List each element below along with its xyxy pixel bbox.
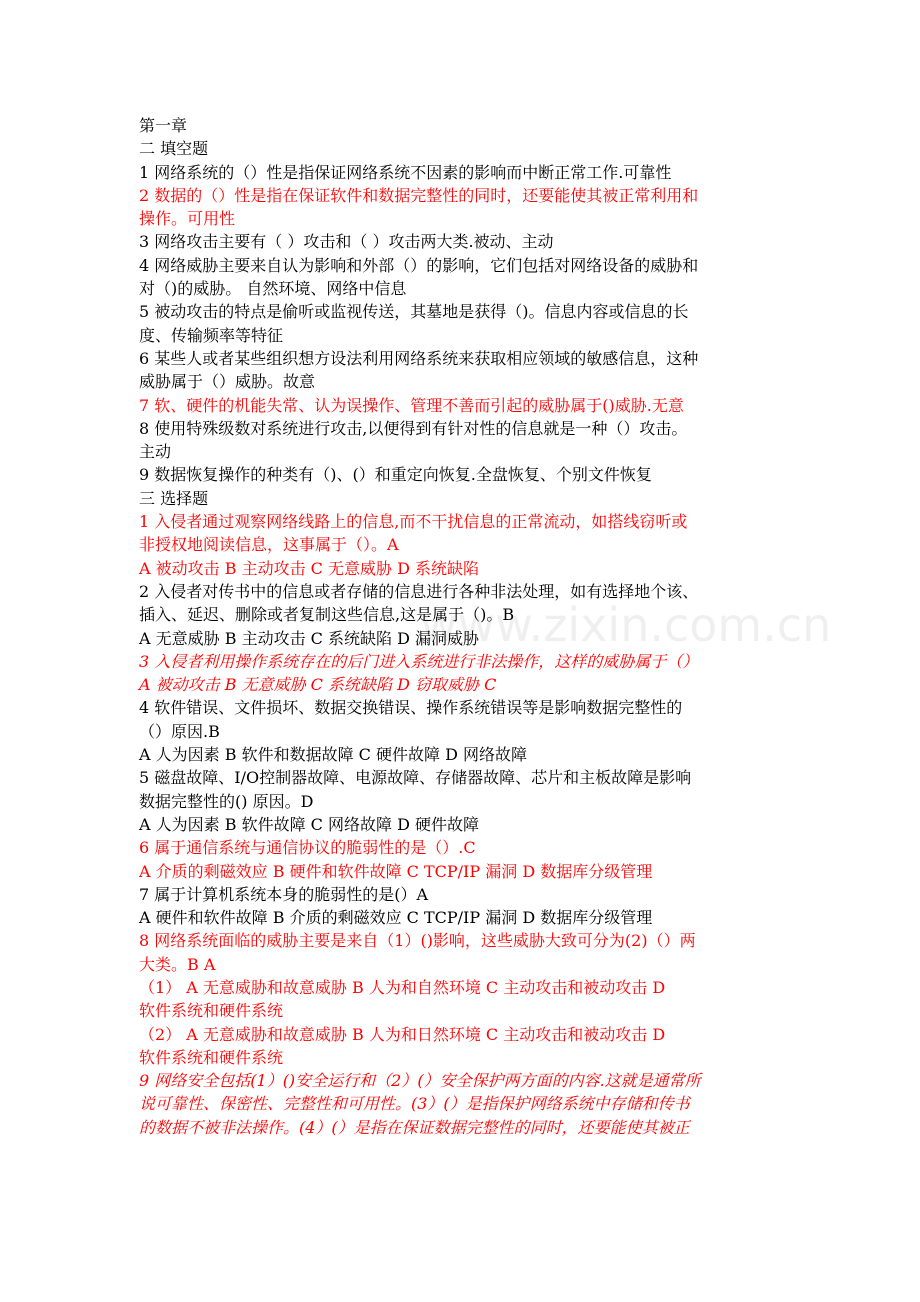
text-line: 1 入侵者通过观察网络线路上的信息,而不干扰信息的正常流动，如搭线窃听或 xyxy=(139,512,688,532)
text-line: 操作。可用性 xyxy=(139,209,236,229)
text-line: 5 被动攻击的特点是偷听或监视传送，其墓地是获得（)。信息内容或信息的长 xyxy=(139,302,689,322)
text-line: 8 使用特殊级数对系统进行攻击,以便得到有针对性的信息就是一种（）攻击。 xyxy=(139,418,688,438)
text-line: A 人为因素 B 软件和数据故障 C 硬件故障 D 网络故障 xyxy=(139,745,527,765)
text-line: 插入、延迟、删除或者复制这些信息,这是属于（)。B xyxy=(139,605,515,625)
text-line: 8 网络系统面临的威胁主要是来自（1）()影响，这些威胁大致可分为(2)（）两 xyxy=(139,931,696,951)
text-line: 6 某些人或者某些组织想方设法利用网络系统来获取相应领域的敏感信息，这种 xyxy=(139,348,699,368)
text-line: 3 入侵者利用操作系统存在的后门进入系统进行非法操作，这样的威胁属于（） xyxy=(139,651,699,671)
text-line: 说可靠性、保密性、完整性和可用性。(3）(）是指保护网络系统中存储和传书 xyxy=(139,1094,690,1114)
text-line: （2） A 无意威胁和故意威胁 B 人为和日然环境 C 主动攻击和被动攻击 D xyxy=(139,1024,666,1044)
text-line: A 被动攻击 B 无意威胁 C 系统缺陷 D 窃取威胁 C xyxy=(139,675,497,695)
text-line: （1） A 无意威胁和故意威胁 B 人为和自然环境 C 主动攻击和被动攻击 D xyxy=(139,977,666,997)
text-line: 5 磁盘故障、I/O控制器故障、电源故障、存储器故障、芯片和主板故障是影响 xyxy=(139,768,692,788)
text-line: 2 数据的（）性是指在保证软件和数据完整性的同时，还要能使其被正常利用和 xyxy=(139,185,699,205)
text-line: （）原因.B xyxy=(139,721,220,741)
text-line: 度、传输频率等特征 xyxy=(139,325,284,345)
text-line: 威胁属于（）威胁。故意 xyxy=(139,372,316,392)
text-line: 软件系统和硬件系统 xyxy=(139,1047,284,1067)
text-line: 9 网络安全包括(1）()安全运行和（2）(）安全保护两方面的内容.这就是通常所 xyxy=(139,1071,701,1091)
text-line: 二 填空题 xyxy=(139,139,209,159)
text-line: 对（)的威胁。 自然环境、网络中信息 xyxy=(139,279,407,299)
watermark: www.zixin.com.cn xyxy=(420,598,832,652)
text-line: 主动 xyxy=(139,442,172,462)
text-line: 4 软件错误、文件损坏、数据交换错误、操作系统错误等是影响数据完整性的 xyxy=(139,698,683,718)
text-line: A 硬件和软件故障 B 介质的剩磁效应 C TCP/IP 漏洞 D 数据库分级管理 xyxy=(139,908,653,928)
text-line: 9 数据恢复操作的种类有（)、(）和重定向恢复.全盘恢复、个别文件恢复 xyxy=(139,465,652,485)
text-line: 1 网络系统的（）性是指保证网络系统不因素的影响而中断正常工作.可靠性 xyxy=(139,162,672,182)
text-line: 2 入侵者对传书中的信息或者存储的信息进行各种非法处理，如有选择地个该、 xyxy=(139,581,699,601)
text-line: A 介质的剩磁效应 B 硬件和软件故障 C TCP/IP 漏洞 D 数据库分级管理 xyxy=(139,861,653,881)
text-line: 7 属于计算机系统本身的脆弱性的是(）A xyxy=(139,884,429,904)
text-line: 第一章 xyxy=(139,116,188,135)
text-line: 7 软、硬件的机能失常、认为误操作、管理不善而引起的威胁属于()威胁.无意 xyxy=(139,395,684,415)
text-line: 大类。B A xyxy=(139,954,216,974)
text-line: 软件系统和硬件系统 xyxy=(139,1001,284,1021)
text-line: 非授权地阅读信息，这事属于（）。A xyxy=(139,535,399,555)
text-line: 三 选择题 xyxy=(139,488,209,508)
text-line: 4 网络威胁主要来自认为影响和外部（）的影响，它们包括对网络设备的威胁和 xyxy=(139,255,699,275)
document-page xyxy=(139,114,789,1139)
text-line: 6 属于通信系统与通信协议的脆弱性的是（）.C xyxy=(139,838,476,858)
text-line: A 人为因素 B 软件故障 C 网络故障 D 硬件故障 xyxy=(139,814,479,834)
text-line: 的数据不被非法操作。(4）(）是指在保证数据完整性的同时，还要能使其被正 xyxy=(139,1117,690,1137)
text-line: A 无意威胁 B 主动攻击 C 系统缺陷 D 漏洞威胁 xyxy=(139,628,479,648)
text-line: A 被动攻击 B 主动攻击 C 无意威胁 D 系统缺陷 xyxy=(139,558,479,578)
text-line: 3 网络攻击主要有（ ）攻击和（ ）攻击两大类.被动、主动 xyxy=(139,232,554,252)
text-line: 数据完整性的() 原因。D xyxy=(139,791,314,811)
